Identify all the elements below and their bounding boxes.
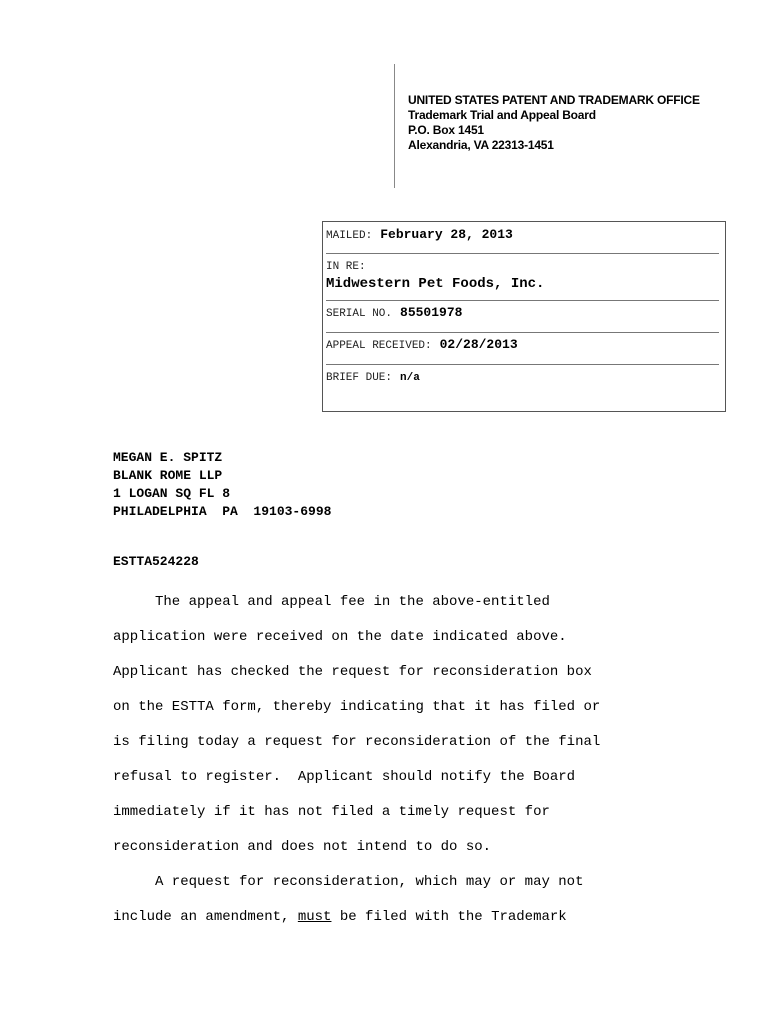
body-line-last [113, 900, 733, 935]
brief-value: n/a [400, 372, 420, 384]
appeal-label: APPEAL RECEIVED: [326, 340, 432, 352]
body-line: refusal to register. Applicant should notify the Board [113, 769, 576, 785]
body-line: A request for reconsideration, which may or may not [113, 874, 584, 890]
mailed-label: MAILED: [326, 230, 373, 242]
serial-label: SERIAL NO. [326, 308, 393, 320]
body-line: is filing today a request for reconsideration of the final [113, 734, 601, 750]
body-line: application were received on the date indicated above. [113, 629, 567, 645]
box-separator [326, 332, 719, 333]
addressee-block [113, 449, 331, 521]
addressee-city: PHILADELPHIA PA 19103-6998 [113, 504, 332, 519]
addressee-street: 1 LOGAN SQ FL 8 [113, 486, 231, 501]
emphasized-word: must [297, 909, 332, 925]
mailed-value: February 28, 2013 [380, 227, 513, 242]
header-divider [394, 64, 395, 188]
office-header [408, 93, 700, 153]
body-text-segment: be filed with the Trademark [331, 909, 567, 925]
box-separator [326, 300, 719, 301]
addressee-name: MEGAN E. SPITZ [113, 450, 223, 465]
in-re-label: IN RE: [326, 261, 366, 273]
box-separator [326, 253, 719, 254]
brief-label: BRIEF DUE: [326, 372, 393, 384]
city-line: Alexandria, VA 22313-1451 [408, 138, 554, 152]
board-name: Trademark Trial and Appeal Board [408, 108, 596, 122]
body-line: on the ESTTA form, thereby indicating that it has filed or [113, 699, 601, 715]
estta-reference: ESTTA524228 [113, 554, 199, 569]
po-box: P.O. Box 1451 [408, 123, 484, 137]
in-re-value: Midwestern Pet Foods, Inc. [326, 276, 545, 292]
body-line: The appeal and appeal fee in the above-entitled [113, 594, 550, 610]
in-re-row [326, 256, 718, 292]
body-line: Applicant has checked the request for reconsideration box [113, 664, 592, 680]
office-name: UNITED STATES PATENT AND TRADEMARK OFFICE [408, 93, 700, 107]
appeal-row [326, 335, 718, 353]
letter-body [113, 585, 733, 935]
body-line: immediately if it has not filed a timely request for [113, 804, 550, 820]
serial-value: 85501978 [400, 305, 463, 320]
body-text-segment: include an amendment, [113, 909, 298, 925]
box-separator [326, 364, 719, 365]
brief-row [326, 367, 718, 385]
appeal-value: 02/28/2013 [439, 337, 518, 352]
addressee-firm: BLANK ROME LLP [113, 468, 223, 483]
serial-row [326, 303, 718, 321]
body-line: reconsideration and does not intend to do so. [113, 839, 492, 855]
mailing-info-box [322, 221, 726, 412]
mailed-row [326, 225, 718, 243]
